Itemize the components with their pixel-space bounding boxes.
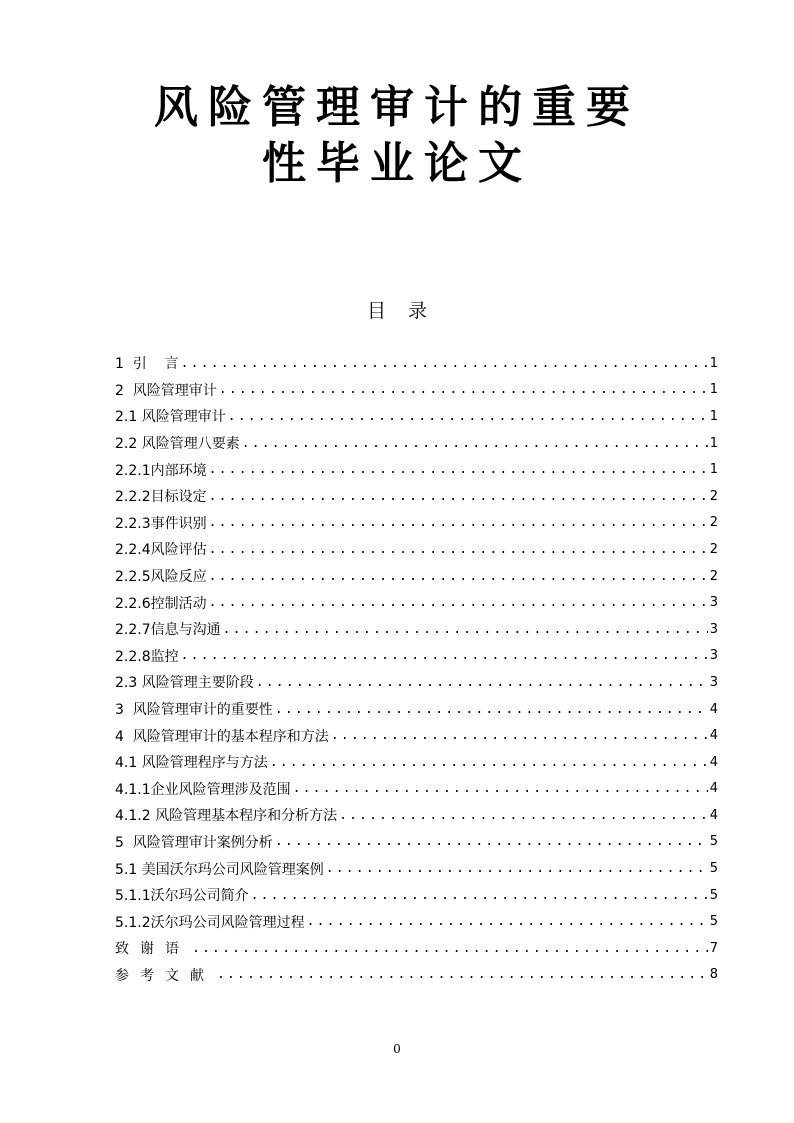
toc-leader-dots: [270, 755, 708, 770]
toc-leader-dots: [219, 382, 708, 397]
toc-leader-dots: [181, 356, 708, 371]
toc-leader-dots: [275, 834, 708, 849]
toc-leader-dots: [242, 436, 708, 451]
toc-entry-page: 3: [709, 648, 718, 664]
toc-entry-label: 2.2.3事件识别: [115, 515, 207, 532]
toc-entry-label: 2.2.4风险评估: [115, 542, 207, 559]
toc-entry-page: 2: [709, 541, 718, 557]
toc-entry-label: 2.2.6控制活动: [115, 595, 207, 612]
toc-entry-label: 5.1 美国沃尔玛公司风险管理案例: [115, 861, 324, 878]
toc-entry-page: 1: [709, 435, 718, 451]
toc-entry[interactable]: [115, 855, 718, 882]
toc-entry[interactable]: [115, 829, 718, 856]
toc-entry-label: 2.3 风险管理主要阶段: [115, 675, 254, 692]
toc-leader-dots: [209, 595, 708, 610]
toc-entry-label: 2.2.1内部环境: [115, 462, 207, 479]
toc-leader-dots: [217, 967, 708, 982]
toc-entry-page: 5: [709, 861, 718, 877]
toc-entry-page: 5: [709, 834, 718, 850]
toc-leader-dots: [228, 409, 708, 424]
toc-leader-dots: [209, 569, 708, 584]
toc-entry-page: 4: [709, 807, 718, 823]
toc-leader-dots: [251, 888, 708, 903]
toc-leader-dots: [209, 515, 708, 530]
toc-leader-dots: [192, 941, 708, 956]
toc-entry-label: 2.2.8监控: [115, 648, 179, 665]
toc-entry-label: 参考文献: [115, 967, 215, 984]
toc-entry[interactable]: [115, 456, 718, 483]
toc-entry-page: 3: [709, 674, 718, 690]
title-line-1: 风险管理审计的重要: [154, 82, 640, 133]
toc-entry-label: 5.1.1沃尔玛公司简介: [115, 888, 249, 905]
toc-entry[interactable]: [115, 935, 718, 962]
toc-leader-dots: [293, 781, 708, 796]
toc-entry-label: 4 风险管理审计的基本程序和方法: [115, 728, 329, 745]
toc-entry-label: 2.2.2目标设定: [115, 489, 207, 506]
toc-entry-page: 2: [709, 488, 718, 504]
toc-entry[interactable]: [115, 722, 718, 749]
toc-leader-dots: [223, 622, 708, 637]
toc-entry-page: 8: [709, 967, 718, 983]
page-number: 0: [393, 1042, 401, 1056]
toc-leader-dots: [307, 914, 708, 929]
toc-entry[interactable]: [115, 749, 718, 776]
toc-entry[interactable]: [115, 403, 718, 430]
toc-entry-label: 2 风险管理审计: [115, 382, 217, 399]
toc-leader-dots: [331, 728, 708, 743]
toc-entry-label: 2.2 风险管理八要素: [115, 436, 240, 453]
toc-entry-page: 1: [709, 408, 718, 424]
toc-entry-page: 1: [709, 382, 718, 398]
toc-entry-label: 2.2.5风险反应: [115, 569, 207, 586]
toc-entry-page: 4: [709, 754, 718, 770]
toc-entry[interactable]: [115, 510, 718, 537]
title-line-2: 性毕业论文: [262, 138, 532, 189]
toc-leader-dots: [339, 808, 708, 823]
toc-entry-label: 4.1.2 风险管理基本程序和分析方法: [115, 808, 338, 825]
toc-entry[interactable]: [115, 776, 718, 803]
toc-entry[interactable]: [115, 430, 718, 457]
toc-entry[interactable]: [115, 643, 718, 670]
toc-leader-dots: [326, 861, 708, 876]
toc-entry-label: 5 风险管理审计案例分析: [115, 834, 273, 851]
toc-entry[interactable]: [115, 802, 718, 829]
toc-entry-label: 4.1.1企业风险管理涉及范围: [115, 781, 291, 798]
toc-entry[interactable]: [115, 669, 718, 696]
toc-entry[interactable]: [115, 377, 718, 404]
toc-entry-page: 3: [709, 621, 718, 637]
toc-entry-label: 1 引 言: [115, 356, 179, 373]
toc-entry-label: 4.1 风险管理程序与方法: [115, 755, 268, 772]
toc-entry-page: 1: [709, 462, 718, 478]
toc-entry-label: 2.1 风险管理审计: [115, 409, 226, 426]
toc-entry-label: 3 风险管理审计的重要性: [115, 702, 273, 719]
toc-entry-page: 4: [709, 781, 718, 797]
toc-entry[interactable]: [115, 696, 718, 723]
toc-leader-dots: [275, 702, 708, 717]
toc-entry-page: 3: [709, 595, 718, 611]
toc-entry-page: 2: [709, 515, 718, 531]
toc-entry-page: 5: [709, 887, 718, 903]
toc-leader-dots: [209, 489, 708, 504]
toc-leader-dots: [209, 542, 708, 557]
toc-entry-page: 5: [709, 914, 718, 930]
toc-entry[interactable]: [115, 350, 718, 377]
toc-entry[interactable]: [115, 563, 718, 590]
toc-entry-label: 致谢语: [115, 941, 190, 958]
toc-entry[interactable]: [115, 483, 718, 510]
toc-entry-page: 4: [709, 701, 718, 717]
toc-leader-dots: [209, 462, 708, 477]
toc-heading: 目录: [366, 300, 449, 322]
toc-entry-page: 4: [709, 728, 718, 744]
toc-entry[interactable]: [115, 908, 718, 935]
toc-entry-page: 1: [709, 355, 718, 371]
toc-entry[interactable]: [115, 536, 718, 563]
toc-entry-label: 5.1.2沃尔玛公司风险管理过程: [115, 914, 305, 931]
toc-leader-dots: [181, 648, 708, 663]
toc-entry[interactable]: [115, 589, 718, 616]
toc-entry-page: 7: [709, 940, 718, 956]
toc-entry[interactable]: [115, 962, 718, 989]
toc-entry[interactable]: [115, 616, 718, 643]
table-of-contents: [115, 350, 718, 988]
document-title: [0, 80, 794, 192]
toc-entry[interactable]: [115, 882, 718, 909]
toc-entry-label: 2.2.7信息与沟通: [115, 622, 221, 639]
toc-leader-dots: [256, 675, 708, 690]
toc-entry-page: 2: [709, 568, 718, 584]
